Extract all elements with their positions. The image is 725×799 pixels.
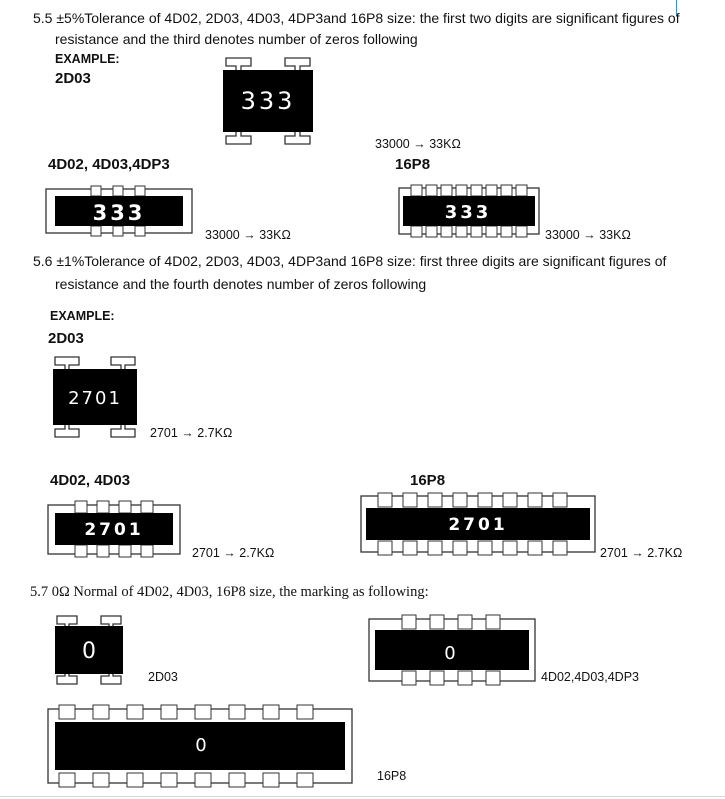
page-bottom-rule	[0, 796, 725, 797]
chip-16p8-0-marking: 0	[195, 735, 207, 756]
section-5-5-label-16p8: 16P8	[395, 156, 431, 173]
chip-2d03-2701-marking: 2701	[68, 388, 122, 409]
chip-2d03-333	[223, 56, 313, 146]
section-5-5-label-2d03: 2D03	[55, 70, 91, 87]
chip-2d03-2701	[53, 355, 137, 439]
chip-16p8-2701	[360, 492, 596, 556]
section-5-5-line1: 5.5 ±5%Tolerance of 4D02, 2D03, 4D03, 4DP3and 16P8 size: the first two digits are significant figures of	[33, 10, 680, 26]
section-5-7-line1: 5.7 0Ω Normal of 4D02, 4D03, 16P8 size, the marking as following:	[30, 584, 429, 600]
chip-16p8-333-marking: 333	[444, 202, 492, 223]
chip-16p8-0	[47, 704, 353, 788]
chip-4d-333-marking: 333	[92, 201, 146, 225]
section-5-6-line1: 5.6 ±1%Tolerance of 4D02, 2D03, 4D03, 4DP3and 16P8 size: first three digits are significant figures of	[33, 253, 667, 269]
section-5-5-note-16p8: 33000 → 33KΩ	[545, 228, 631, 242]
section-5-7-label-4d: 4D02,4D03,4DP3	[541, 670, 639, 684]
section-5-6-label-4d: 4D02, 4D03	[50, 472, 131, 489]
chip-4d-2701	[47, 500, 181, 558]
chip-2d03-0-marking: 0	[82, 639, 96, 664]
section-5-6-label-2d03: 2D03	[48, 330, 84, 347]
section-5-5-example-label: EXAMPLE:	[55, 52, 120, 66]
section-5-6-line2: resistance and the fourth denotes number of zeros following	[55, 276, 427, 292]
chip-2d03-333-marking: 333	[240, 87, 296, 115]
section-5-5-label-4d: 4D02, 4D03,4DP3	[48, 156, 170, 173]
section-5-5-line2: resistance and the third denotes number of zeros following	[55, 31, 418, 47]
chip-4d-0-marking: 0	[444, 643, 456, 664]
section-5-6-label-16p8: 16P8	[410, 472, 446, 489]
section-5-7-label-2d03: 2D03	[148, 670, 178, 684]
section-5-6-note-4d: 2701 → 2.7KΩ	[192, 546, 275, 560]
section-5-5-note-2d03: 33000 → 33KΩ	[375, 137, 461, 151]
section-5-5-note-4d: 33000 → 33KΩ	[205, 228, 291, 242]
section-5-7-label-16p8: 16P8	[377, 769, 407, 783]
chip-16p8-2701-marking: 2701	[448, 515, 508, 535]
chip-4d-0	[368, 614, 536, 686]
chip-16p8-333	[398, 184, 540, 238]
section-5-6-note-16p8: 2701 → 2.7KΩ	[600, 546, 683, 560]
section-5-6-example-label: EXAMPLE:	[50, 309, 115, 323]
chip-4d-333	[45, 185, 193, 237]
section-5-6-note-2d03: 2701 → 2.7KΩ	[150, 426, 233, 440]
chip-4d-2701-marking: 2701	[84, 520, 144, 540]
chip-2d03-0	[55, 614, 123, 686]
